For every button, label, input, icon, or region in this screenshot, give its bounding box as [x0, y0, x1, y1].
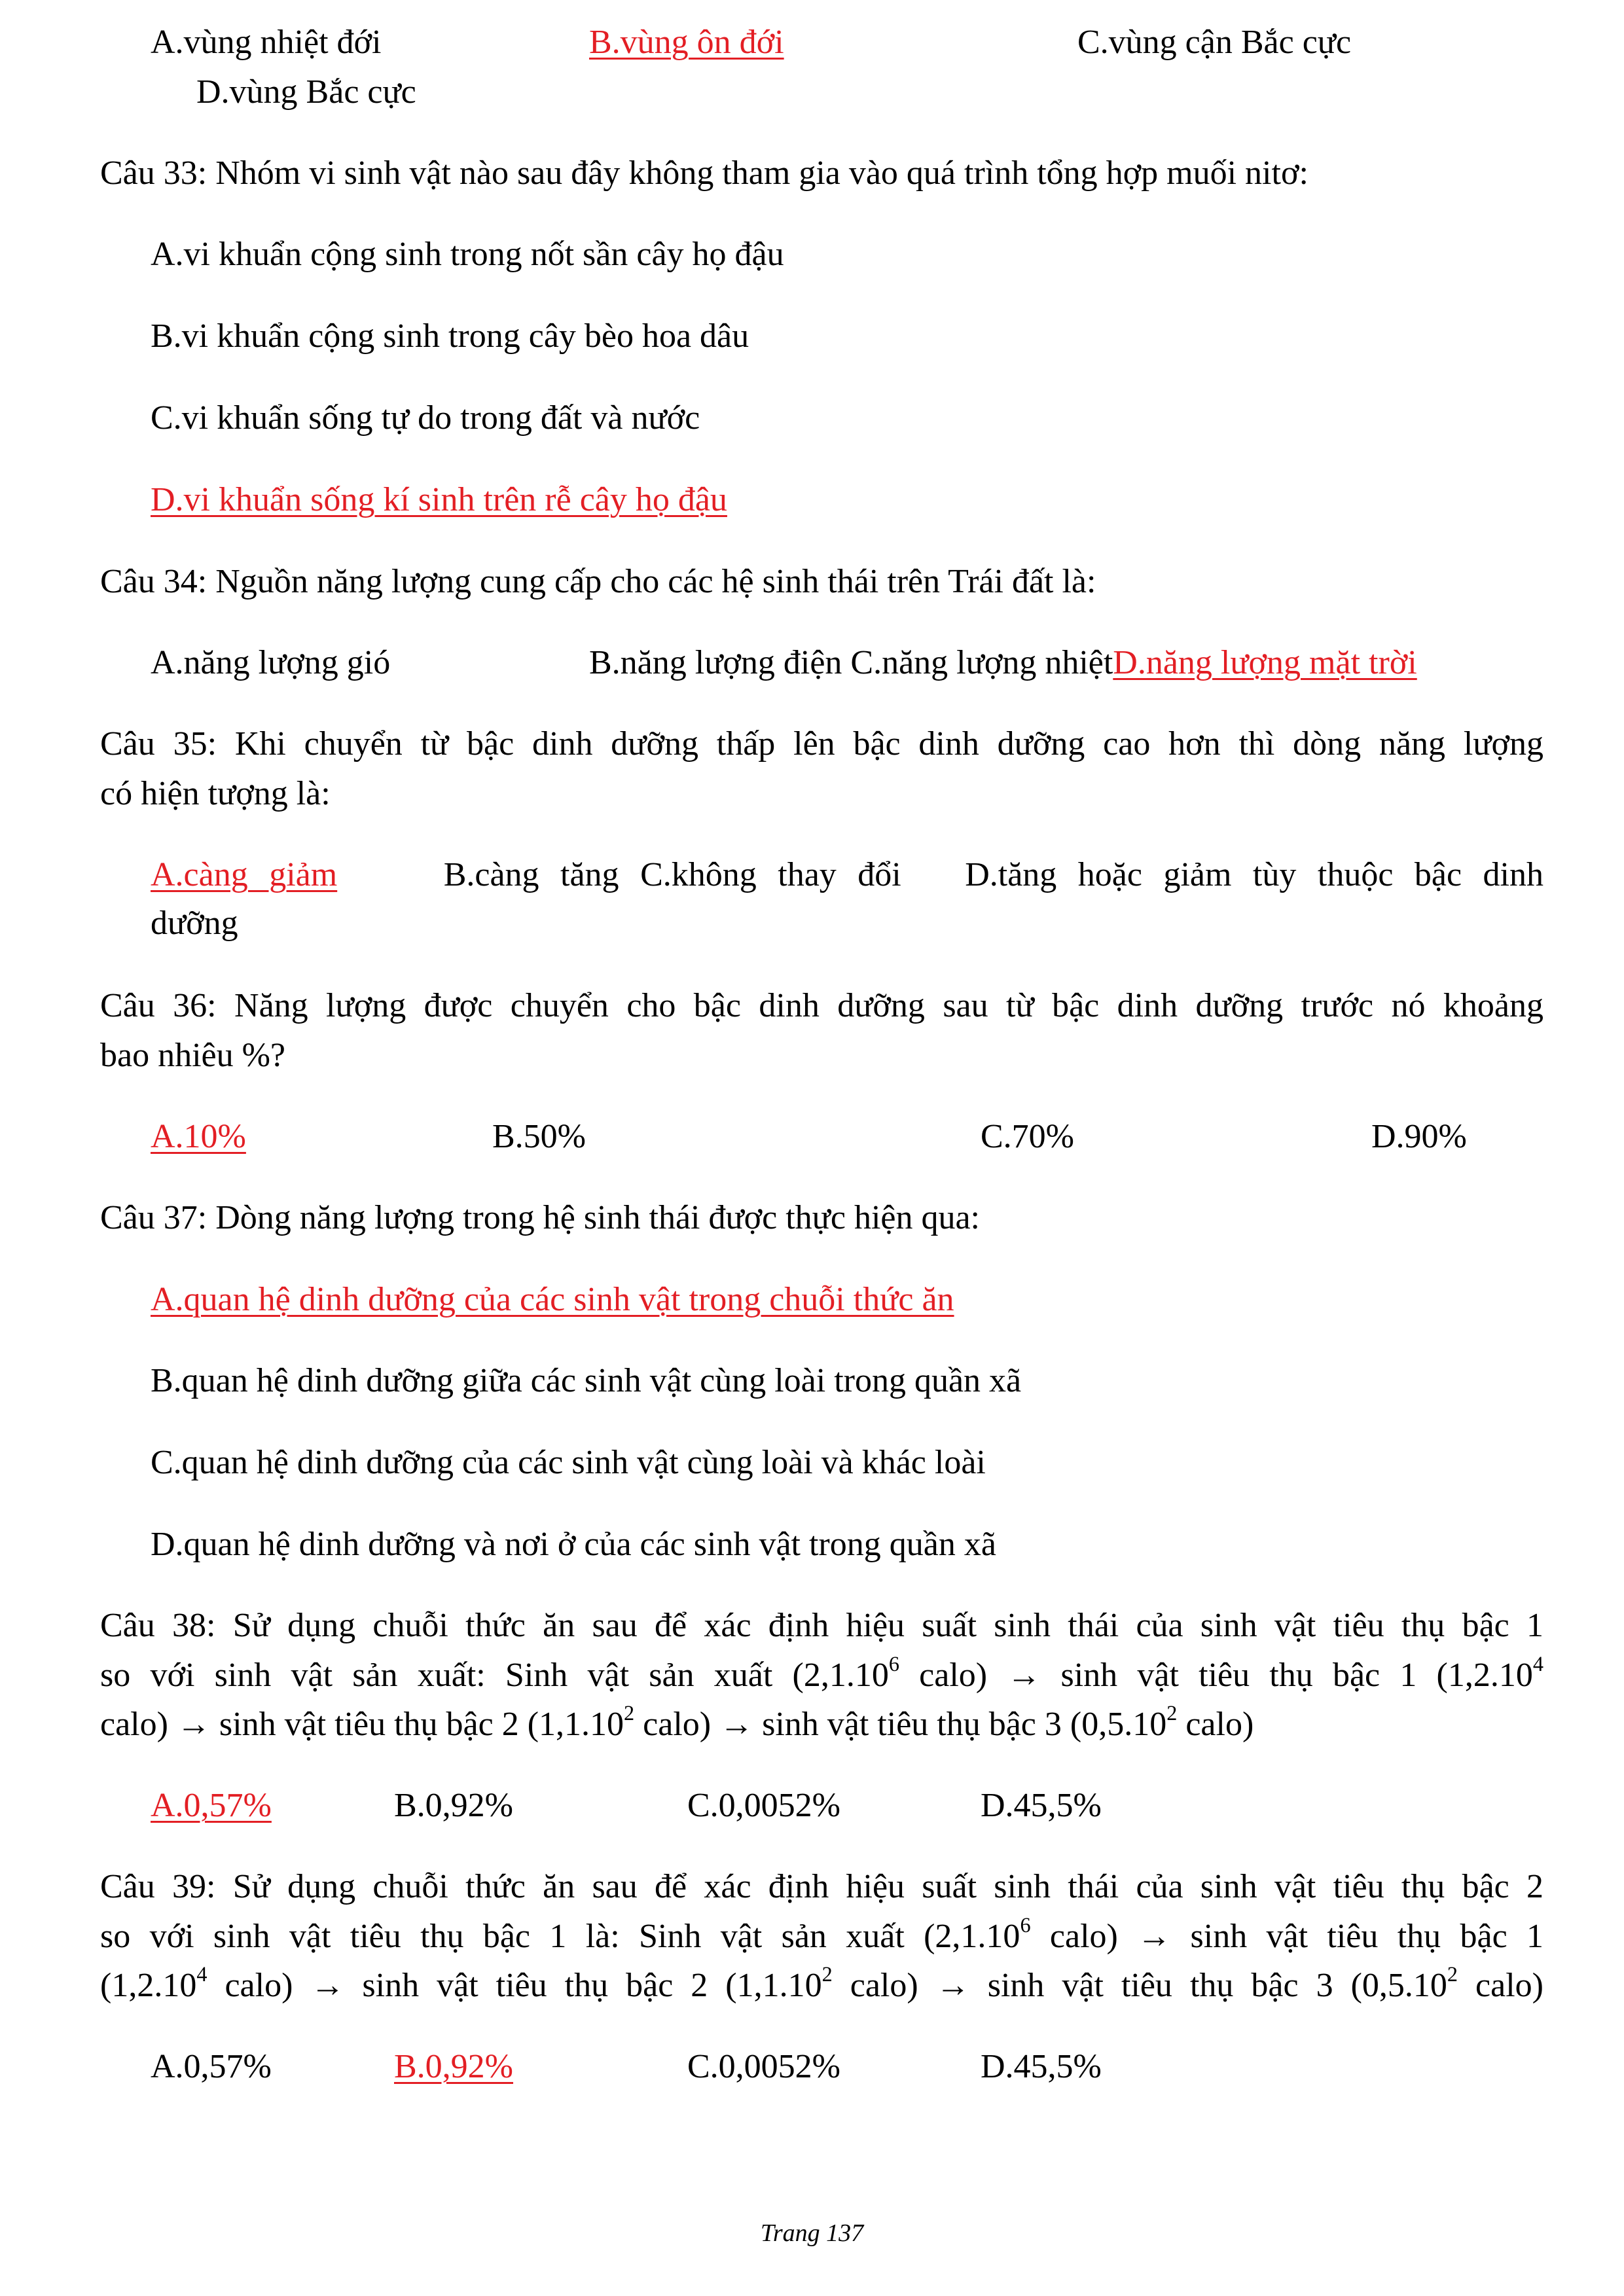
- q34-option-b: B.năng lượng điện: [589, 644, 842, 681]
- q35-option-a-answer: A.càng giảm: [151, 856, 338, 893]
- q38-line2-text: calo) → sinh vật tiêu thụ bậc 1 (1,2.10: [899, 1657, 1533, 1694]
- q38-option-d: D.45,5%: [981, 1787, 1102, 1824]
- q39-exponent: 4: [196, 1962, 208, 1986]
- q38-exponent: 2: [1166, 1700, 1178, 1725]
- q38-question-line3: [100, 1700, 1254, 1749]
- q39-line2-text: calo) → sinh vật tiêu thụ bậc 1: [1030, 1918, 1543, 1955]
- q38-option-c: C.0,0052%: [687, 1787, 840, 1824]
- q39-line3-text: calo) → sinh vật tiêu thụ bậc 3 (0,5.10: [832, 1967, 1447, 2004]
- q32-option-a: A.vùng nhiệt đới: [151, 24, 382, 61]
- q38-exponent: 2: [624, 1700, 635, 1725]
- q36-option-d: D.90%: [1371, 1118, 1467, 1155]
- q38-line3-text: calo) → sinh vật tiêu thụ bậc 2 (1,1.10: [100, 1706, 624, 1743]
- q39-question-line1: Câu 39: Sử dụng chuỗi thức ăn sau để xác định hiệu suất sinh thái của sinh vật tiêu thụ bậc 2: [100, 1868, 1543, 1905]
- q36-question-line2: bao nhiêu %?: [100, 1037, 286, 1074]
- q39-line3-text: calo): [1458, 1967, 1543, 2004]
- q33-option-d-answer: D.vi khuẩn sống kí sinh trên rễ cây họ đậu: [151, 481, 727, 518]
- q35-options-line1: [151, 851, 1543, 899]
- q36-question-line1: Câu 36: Năng lượng được chuyển cho bậc dinh dưỡng sau từ bậc dinh dưỡng trước nó khoảng: [100, 987, 1543, 1024]
- q36-option-c: C.70%: [981, 1118, 1074, 1155]
- q35-question-line1: Câu 35: Khi chuyển từ bậc dinh dưỡng thấp lên bậc dinh dưỡng cao hơn thì dòng năng lượng: [100, 725, 1543, 762]
- q39-line2-text: so với sinh vật tiêu thụ bậc 1 là: Sinh vật sản xuất (2,1.10: [100, 1918, 1020, 1955]
- q35-option-c: C.không thay đổi: [640, 856, 901, 893]
- page-number-footer: Trang 137: [760, 2219, 864, 2247]
- q39-option-c: C.0,0052%: [687, 2048, 840, 2085]
- q33-question: Câu 33: Nhóm vi sinh vật nào sau đây không tham gia vào quá trình tổng hợp muối nitơ:: [100, 154, 1308, 192]
- q37-question: Câu 37: Dòng năng lượng trong hệ sinh thái được thực hiện qua:: [100, 1199, 981, 1236]
- q39-question-line3: [100, 1962, 1543, 2010]
- q38-exponent: 4: [1532, 1651, 1543, 1676]
- q38-option-a-answer: A.0,57%: [151, 1787, 272, 1824]
- q36-option-a-answer: A.10%: [151, 1118, 246, 1155]
- q37-option-c: C.quan hệ dinh dưỡng của các sinh vật cùng loài và khác loài: [151, 1444, 986, 1481]
- q39-line3-text: (1,2.10: [100, 1967, 197, 2004]
- q33-option-c: C.vi khuẩn sống tự do trong đất và nước: [151, 399, 700, 437]
- q38-option-b: B.0,92%: [394, 1787, 513, 1824]
- q33-option-b: B.vi khuẩn cộng sinh trong cây bèo hoa dâu: [151, 317, 749, 355]
- q38-line3-text: calo): [1177, 1706, 1254, 1743]
- q32-option-c: C.vùng cận Bắc cực: [1077, 24, 1352, 61]
- q35-question-line2: có hiện tượng là:: [100, 775, 331, 812]
- q38-exponent: 6: [888, 1651, 899, 1676]
- q35-option-d: D.tăng hoặc giảm tùy thuộc bậc dinh: [965, 856, 1544, 893]
- q38-question-line2: [100, 1651, 1543, 1700]
- q39-option-a: A.0,57%: [151, 2048, 272, 2085]
- q39-line3-text: calo) → sinh vật tiêu thụ bậc 2 (1,1.10: [207, 1967, 822, 2004]
- q39-question-line2: [100, 1912, 1543, 1961]
- q35-option-b: B.càng tăng: [443, 856, 619, 893]
- q37-option-d: D.quan hệ dinh dưỡng và nơi ở của các sinh vật trong quần xã: [151, 1526, 996, 1563]
- q34-option-c: C.năng lượng nhiệt: [850, 644, 1113, 681]
- q39-exponent: 6: [1020, 1912, 1031, 1937]
- q36-option-b: B.50%: [492, 1118, 586, 1155]
- q33-option-a: A.vi khuẩn cộng sinh trong nốt sần cây họ đậu: [151, 236, 784, 273]
- q39-exponent: 2: [1447, 1962, 1458, 1986]
- q34-option-b-c-line: [589, 639, 1417, 687]
- q39-option-b-answer: B.0,92%: [394, 2048, 513, 2085]
- q38-line2-text: so với sinh vật sản xuất: Sinh vật sản xuất (2,1.10: [100, 1657, 889, 1694]
- q39-exponent: 2: [821, 1962, 833, 1986]
- q35-option-d-continued: dưỡng: [151, 905, 238, 942]
- q34-option-d-answer: D.năng lượng mặt trời: [1113, 644, 1417, 681]
- q38-question-line1: Câu 38: Sử dụng chuỗi thức ăn sau để xác định hiệu suất sinh thái của sinh vật tiêu thụ bậc 1: [100, 1607, 1543, 1644]
- q32-option-b-answer: B.vùng ôn đới: [589, 24, 784, 61]
- q34-question: Câu 34: Nguồn năng lượng cung cấp cho các hệ sinh thái trên Trái đất là:: [100, 563, 1096, 600]
- q39-option-d: D.45,5%: [981, 2048, 1102, 2085]
- q37-option-a-answer: A.quan hệ dinh dưỡng của các sinh vật trong chuỗi thức ăn: [151, 1281, 954, 1318]
- q32-option-d: D.vùng Bắc cực: [196, 73, 416, 111]
- q34-option-a: A.năng lượng gió: [151, 644, 391, 681]
- q38-line3-text: calo) → sinh vật tiêu thụ bậc 3 (0,5.10: [634, 1706, 1167, 1743]
- q37-option-b: B.quan hệ dinh dưỡng giữa các sinh vật cùng loài trong quần xã: [151, 1362, 1022, 1399]
